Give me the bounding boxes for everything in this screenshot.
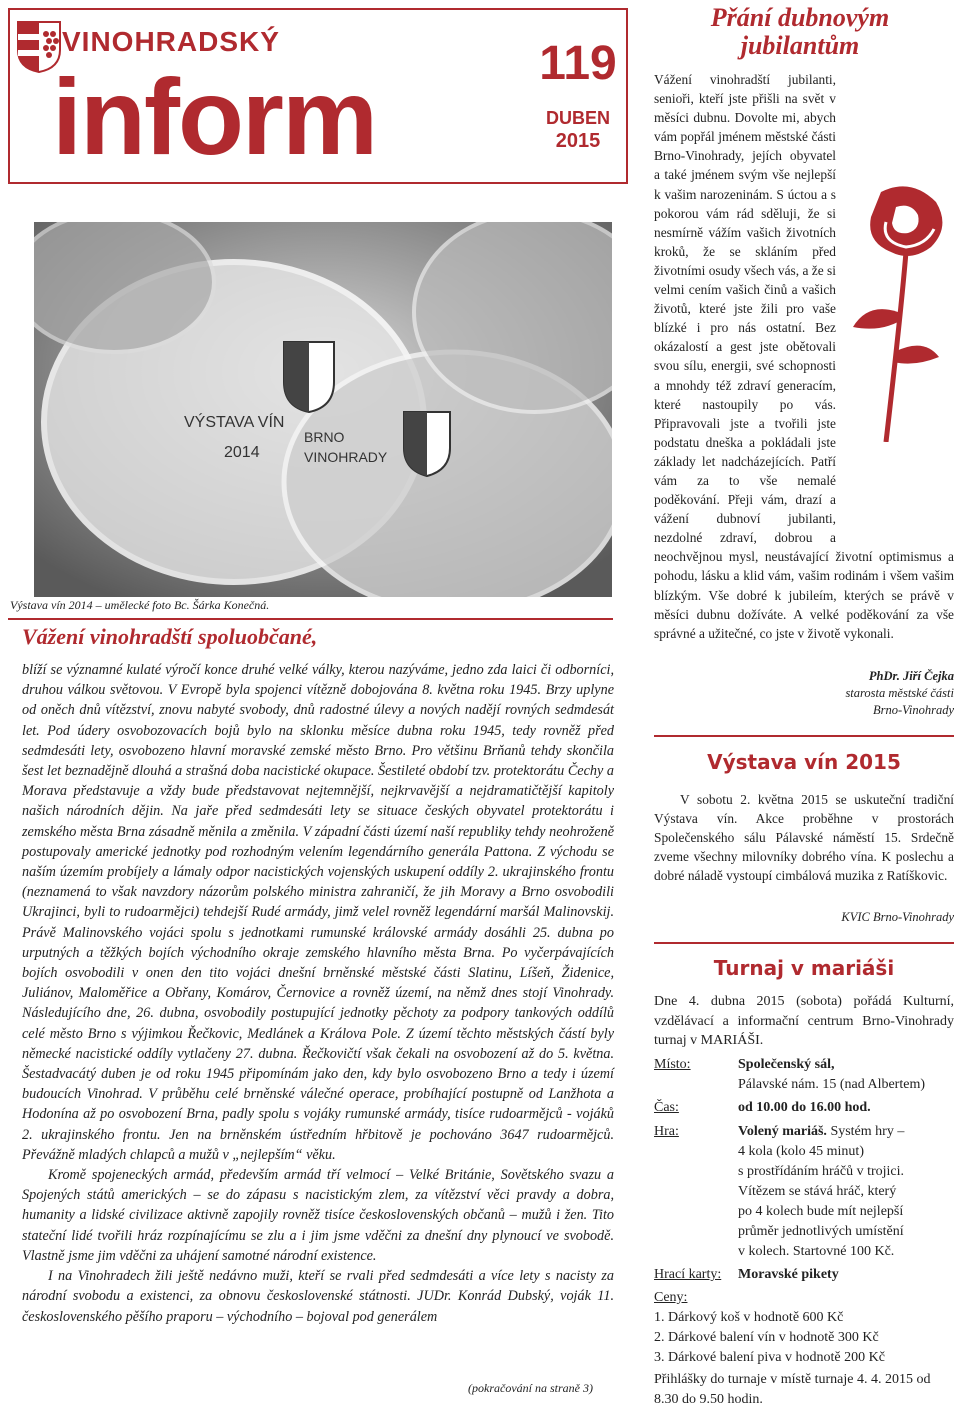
glass-text-1: VÝSTAVA VÍN: [184, 414, 285, 431]
place-label: Místo:: [654, 1057, 691, 1072]
article-paragraph: blíží se významné kulaté výročí konce druhé velké války, kterou nazýváme, jedno zda laici či odborníci, druhou válkou světovou. V Evropě byla spojenci vítězně dobojována 8. května roku 1945. Brzy uplyne od oněch dnů vítězství, znovu nabyté svobody, dnů radostné úlevy a nových nadějí rovných sedmdesát let. Pod údery osvobozovacích bojů bylo na sklonku měsíce dubna roku 1945, tedy rovněž před sedmdesáti lety, osvobozeno hlavní moravské zemské město Brno. Pro většinu Brňanů tehdy skončila šest let beznadějně dlouhá a strašná doba nacistické okupace. Šestileté období tzv. protektorátu Čechy a Morava představuje a vždy bude představovat nejtemnější, nejkrvavější a nejdramatičtější kapitoly našich národních dějin. Na jaře před sedmdesáti lety se situace českých obyvatel protektorátu i zemského města Brna zásadně měnila a změnila. V západní části území naší republiky tehdy neohroženě postupovaly americké jednotky pod rozhodným velením legendárního generála Pattona. Z východu se naším územím probíjely a lámaly odpor nacistických vojenských uskupení oddíly 2. ukrajinského frontu (neznamená to však navzdory názorům polského ministra zahraničí, že jih Moravy a Brno osvobodili Ukrajinci, byli to rudoarmějci) tehdejší Rudé armády, jimž velel rovněž legendární maršál Malinovskij. Právě Malinovského vojáci spolu s jednotkami rumunské královské armády dosáhli 25. dubna po urputných a těžkých bojích východního okraje zemského hlavního města Brna. Po vyčerpávajících bojích osvobodili v onen den tito vojáci dnešní brněnské městské části Slatinu, Líšeň, Židenice, Juliánov, Maloměřice a Obřany, Komárov, Černovice a rovněž území, na němž dnes stojí Vinohrady. Následujícího dne, 26. dubna, osvobodily postupující jednotky pěchoty za podpory tankových oddílů celé město Brno s výjimkou Řečkovic, Medlánek a Králova Pole. Z území těchto městských částí byly německé nacistické oddíly vytlačeny 27. dubna. Řečkovičtí však čekali na osvobození až do 5. května. Šestadvacátý duben je od roku 1945 připomínám jako den, kdy bylo osvobozeno Brno a tedy i území budoucích Vinohrad. V průběhu celé brněnské válečné operace, probíhající postupně od Lanžhota a Hodonína až po osvobození Brna, padly spolu s vojáky rumunské armády, tisíce rudoarmějců - vojáků 2. ukrajinského frontu. Jen na brněnském ústředním hřbitově je pochováno 3647 rudoarmějců. Převážně mladých chlapců a mužů v „nejlepším“ věku.: [22, 662, 614, 1163]
issue-number: 119: [539, 37, 617, 90]
game-label: Hra:: [654, 1124, 679, 1139]
photo-caption: Výstava vín 2014 – umělecké foto Bc. Šárka Konečná.: [10, 598, 270, 612]
brand-main-logo: inform: [52, 56, 376, 177]
place-sub: Pálavské nám. 15 (nad Albertem): [738, 1077, 926, 1092]
wishes-text: [654, 70, 954, 643]
tournament-time-row: [654, 1098, 871, 1118]
prize-item: 2. Dárkové balení vín v hodnotě 300 Kč: [654, 1330, 879, 1345]
continued-note: (pokračování na straně 3): [468, 1381, 593, 1395]
article-body: [22, 660, 614, 1327]
game-desc: s prostřídáním hráčů v trojici.: [738, 1164, 905, 1179]
glass-text-4: VINOHRADY: [304, 449, 388, 465]
game-value: Volený mariáš.: [738, 1124, 827, 1139]
wishes-body: Vážení vinohradští jubilanti, senioři, kteří jste přišli na svět v měsíci dubnu. Dovolte mi, abych vám popřál jménem městské části Brno-Vinohrady, jejích obyvatel a také jménem svým vše nejlepší k vašim narozeninám. S úctou a s pokorou vám rád sděluji, že si nesmírně vážím vašich životních kroků, že se skláním před životními osudy všech vás, a že si velmi cením vašich činů a vašich životů, které jste žili pro vaše blízké i pro nás ostatní. Bez okázalostí a gest jste obětovali svou sílu, energii, své schopnosti a mnohdy též zdraví generacím, které nastoupily po vás. Připravovali jste a tvořili jste podstatu dneška a pokládali jste základy let nadcházejících. Patří vám za to vše nemalé poděkování. Přeji vám, drazí a vážení dubnoví jubilanti, nezdolné zdraví, dobrou a neochvějnou mysl, neustávající životní optimismus a pohodu, lásku a klid vám, vašim rodinám i všem vašim blízkým. Vše dobré k jubileím, kterých se právě v měsíci dubnu dožíváte. A velké poděkování za vše správné a užitečné, co jste v životě vykonali.: [654, 72, 954, 641]
place-value: Společenský sál,: [738, 1057, 835, 1072]
divider: [8, 618, 613, 620]
rose-icon: [836, 182, 954, 542]
tournament-game-row: [654, 1122, 904, 1142]
cards-value: Moravské pikety: [738, 1267, 839, 1282]
article-paragraph: Kromě spojeneckých armád, především armád tří velmocí – Velké Británie, Sovětského svazu a Spojených států amerických – se do zápasu s nacistickým zlem, za vítězství věci pravdy a dobra, humanity a lidské civilizace aktivně zapojily rovněž tisíce československých občanů – mužů i žen. Tito stateční lidé tvořili hráz rozpínajícímu se zlu a i jim jsme vděčni za dnešní dny plynoucí ve svobodě. Vlastně jsme jim vděčni za uhájení samotné národní existence.: [22, 1167, 614, 1264]
prize-item: 1. Dárkový koš v hodnotě 600 Kč: [654, 1310, 844, 1325]
exhibit-signature: KVIC Brno-Vinohrady: [841, 910, 954, 924]
cards-label: Hrací karty:: [654, 1267, 722, 1282]
glass-text-2: 2014: [224, 444, 260, 461]
signer-name: PhDr. Jiří Čejka: [868, 669, 954, 683]
brand-top: VINOHRADSKÝ: [62, 26, 280, 57]
exhibit-paragraph: V sobotu 2. května 2015 se uskuteční tradiční Výstava vín. Akce proběhne v prostorách Společenského sálu Pálavské náměstí 15. Srdečně zveme všechny milovníky dobrého vína. K poslechu a dobré náladě vystoupí cimbálová muzika z Ratíškovic.: [654, 792, 954, 884]
game-desc: Vítězem se stává hráč, který: [738, 1184, 897, 1199]
game-desc: 4 kola (kolo 45 minut): [738, 1144, 864, 1159]
exhibit-title: Výstava vín 2015: [707, 750, 901, 774]
game-desc: po 4 kolech bude mít nejlepší: [738, 1204, 904, 1219]
article-paragraph: I na Vinohradech žili ještě nedávno muži, kteří se rvali před sedmdesáti a více lety s nacisty za národní svobodu a existenci, za obnovu československé státnosti. JUDr. Konrád Dubský, voják 11. československého pěšího praporu – východního – bojoval pod generálem: [22, 1268, 614, 1325]
tournament-place-row: [654, 1055, 834, 1075]
glass-text-3: BRNO: [304, 429, 345, 445]
wine-glasses-illustration: [34, 222, 612, 597]
exhibit-text: [654, 790, 954, 885]
time-value: od 10.00 do 16.00 hod.: [738, 1100, 871, 1115]
game-desc: Systém hry –: [826, 1124, 905, 1139]
game-desc: v kolech. Startovné 100 Kč.: [738, 1244, 895, 1259]
wishes-title: Přání dubnovým jubilantům: [710, 3, 890, 60]
tournament-cards-row: [654, 1265, 839, 1285]
signer-role: starosta městské části: [845, 686, 954, 700]
article-greeting: Vážení vinohradští spoluobčané,: [22, 624, 318, 649]
divider: [654, 735, 954, 737]
prize-item: 3. Dárkové balení piva v hodnotě 200 Kč: [654, 1350, 885, 1365]
tournament-title: Turnaj v mariáši: [713, 956, 895, 980]
issue-year: 2015: [555, 130, 601, 152]
tournament-intro: Dne 4. dubna 2015 (sobota) pořádá Kulturní, vzdělávací a informační centrum Brno-Vinohrady turnaj v MARIÁŠI.: [654, 994, 954, 1049]
tournament-signup: Přihlášky do turnaje v místě turnaje 4. 4. 2015 od 8.30 do 9.50 hodin.: [654, 1372, 931, 1407]
wine-glasses-photo: [34, 222, 612, 597]
game-desc: průměr jednotlivých umístění: [738, 1224, 904, 1239]
prizes-label: Ceny:: [654, 1290, 688, 1305]
signer-org: Brno-Vinohrady: [872, 703, 954, 717]
time-label: Čas:: [654, 1100, 679, 1115]
divider: [654, 942, 954, 944]
issue-month: DUBEN: [545, 108, 610, 128]
wishes-signature: [654, 668, 954, 719]
